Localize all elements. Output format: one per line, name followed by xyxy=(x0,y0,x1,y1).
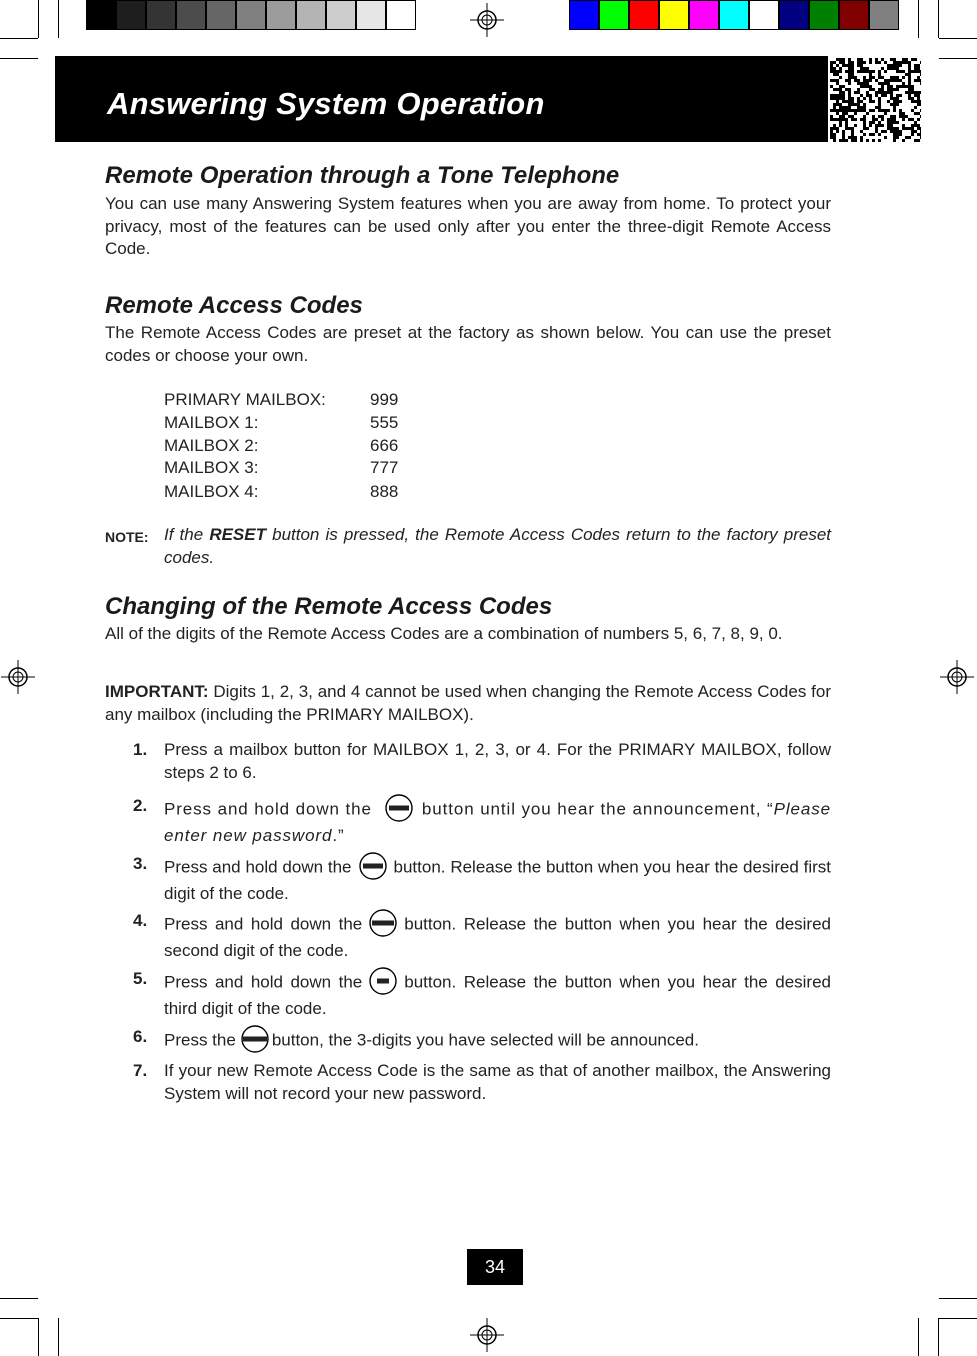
page-title: Answering System Operation xyxy=(107,86,545,121)
mailbox-button-icon xyxy=(368,966,398,996)
grayscale-swatch xyxy=(86,0,116,30)
grayscale-swatch xyxy=(266,0,296,30)
section-heading-remote-access-codes: Remote Access Codes xyxy=(105,292,363,319)
registration-mark-right-icon xyxy=(940,660,974,694)
color-swatch xyxy=(719,0,749,30)
section-body-remote-operation: You can use many Answering System features when you are away from home. To protect your privacy, most of the features can be used only after you enter the three-digit Remote Access Code. xyxy=(105,194,831,258)
access-code-row: MAILBOX 1: 555 xyxy=(164,413,399,432)
mailbox-button-icon xyxy=(368,908,398,938)
mailbox-button-icon xyxy=(384,793,414,823)
color-swatch xyxy=(779,0,809,30)
access-code-row: MAILBOX 4: 888 xyxy=(164,482,399,501)
grayscale-bar xyxy=(86,0,416,30)
color-bar xyxy=(569,0,899,30)
access-code-row: MAILBOX 2: 666 xyxy=(164,436,399,455)
section-heading-changing-codes: Changing of the Remote Access Codes xyxy=(105,593,553,620)
grayscale-swatch xyxy=(146,0,176,30)
grayscale-swatch xyxy=(296,0,326,30)
color-swatch xyxy=(809,0,839,30)
step-item: 1. Press a mailbox button for MAILBOX 1, 2, 3, or 4. For the PRIMARY MAILBOX, follow steps 2 to 6. xyxy=(133,740,831,782)
color-swatch xyxy=(599,0,629,30)
grayscale-swatch xyxy=(116,0,146,30)
step-item: 3. Press and hold down the button. Release the button when you hear the desired first digit of the code. xyxy=(133,853,831,906)
reset-note xyxy=(105,524,831,569)
access-code-row: PRIMARY MAILBOX: 999 xyxy=(164,390,399,409)
note-text: If the RESET button is pressed, the Remote Access Codes return to the factory preset codes. xyxy=(164,525,832,567)
color-swatch xyxy=(839,0,869,30)
important-label: IMPORTANT: xyxy=(105,682,209,701)
page-number: 34 xyxy=(467,1249,523,1285)
qr-code-icon xyxy=(828,56,921,142)
mailbox-button-icon xyxy=(358,851,388,881)
important-notice: IMPORTANT: Digits 1, 2, 3, and 4 cannot be used when changing the Remote Access Codes for any mailbox (including the PRIMARY MAILBOX). xyxy=(105,682,831,724)
step-item: 5. Press and hold down the button. Release the button when you hear the desired third digit of the code. xyxy=(133,968,831,1021)
grayscale-swatch xyxy=(206,0,236,30)
registration-mark-bottom-icon xyxy=(470,1318,504,1352)
color-swatch xyxy=(749,0,779,30)
color-swatch xyxy=(629,0,659,30)
grayscale-swatch xyxy=(356,0,386,30)
step-item: 4. Press and hold down the button. Release the button when you hear the desired second digit of the code. xyxy=(133,910,831,963)
section-body-remote-access-codes: The Remote Access Codes are preset at the factory as shown below. You can use the preset codes or choose your own. xyxy=(105,323,831,365)
color-swatch xyxy=(659,0,689,30)
grayscale-swatch xyxy=(386,0,416,30)
step-item: 6. Press the button, the 3-digits you have selected will be announced. xyxy=(133,1026,831,1056)
color-swatch xyxy=(569,0,599,30)
note-label: NOTE: xyxy=(105,529,149,545)
registration-mark-left-icon xyxy=(1,660,35,694)
step-item: 7. If your new Remote Access Code is the same as that of another mailbox, the Answering System will not record your new password. xyxy=(133,1061,831,1103)
registration-mark-top-icon xyxy=(470,3,504,37)
color-swatch xyxy=(689,0,719,30)
grayscale-swatch xyxy=(176,0,206,30)
step-item: 2. Press and hold down the button until you hear the announcement, “Please enter new password.” xyxy=(133,795,831,848)
grayscale-swatch xyxy=(236,0,266,30)
grayscale-swatch xyxy=(326,0,356,30)
color-swatch xyxy=(869,0,899,30)
access-code-row: MAILBOX 3: 777 xyxy=(164,458,399,477)
section-heading-remote-operation: Remote Operation through a Tone Telephone xyxy=(105,162,620,189)
section-body-changing-codes: All of the digits of the Remote Access Codes are a combination of numbers 5, 6, 7, 8, 9, 0. xyxy=(105,624,783,643)
mailbox-button-icon xyxy=(240,1024,270,1054)
